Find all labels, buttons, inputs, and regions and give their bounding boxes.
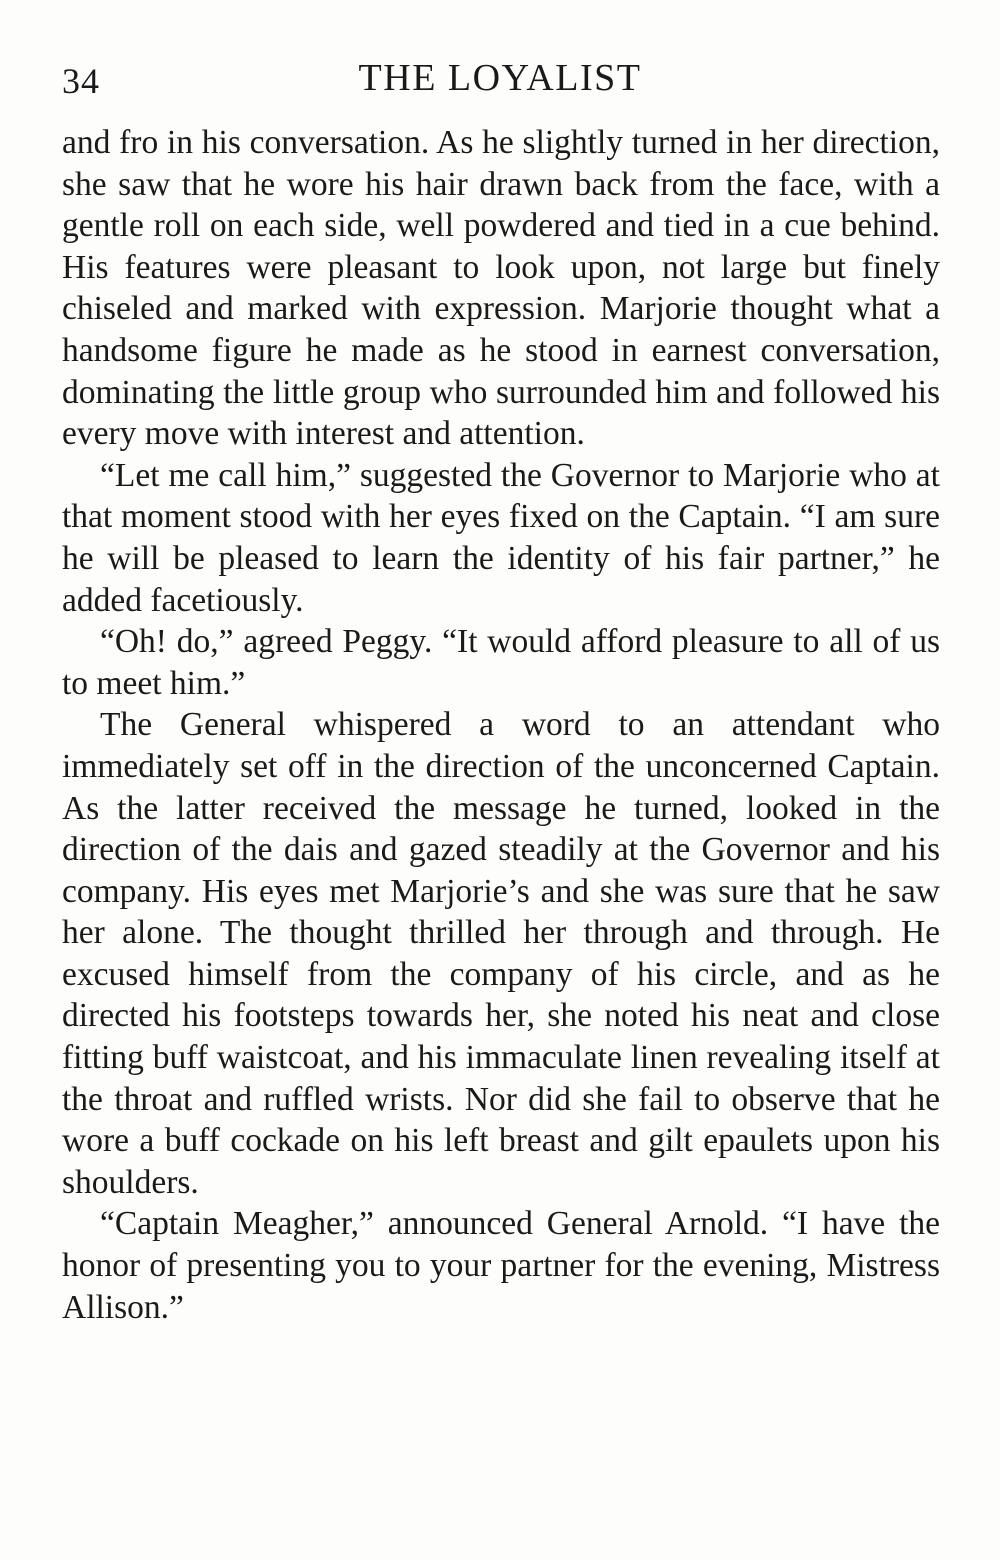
page-number: 34	[62, 61, 100, 101]
paragraph-continued: and fro in his conversation. As he slightly turned in her direction, she saw that he wore his hair drawn back from the face, with a gentle roll on each side, well powdered and tied in a cue behind. His features were pleasant to look upon, not large but finely chiseled and marked with expression. Marjorie thought what a handsome figure he made as he stood in earnest conversation, dominating the little group who surrounded him and followed his every move with interest and attention.	[62, 124, 940, 453]
body-text	[62, 122, 940, 1328]
paragraph: “Let me call him,” suggested the Governor to Marjorie who at that moment stood with her eyes fixed on the Captain. “I am sure he will be pleased to learn the identity of his fair partner,” he added facetiously.	[62, 456, 940, 619]
paragraph: “Oh! do,” agreed Peggy. “It would afford pleasure to all of us to meet him.”	[62, 623, 940, 702]
running-title: THE LOYALIST	[358, 57, 642, 99]
page-header	[62, 52, 938, 108]
paragraph: The General whispered a word to an attendant who immediately set off in the direction of the unconcerned Captain. As the latter received the message he turned, looked in the direction of the dais and gazed steadily at the Governor and his company. His eyes met Marjorie’s and she was sure that he saw her alone. The thought thrilled her through and through. He excused himself from the company of his circle, and as he directed his footsteps towards her, she noted his neat and close fitting buff waistcoat, and his immaculate linen revealing itself at the throat and ruffled wrists. Nor did she fail to observe that he wore a buff cockade on his left breast and gilt epaulets upon his shoulders.	[62, 706, 940, 1201]
paragraph: “Captain Meagher,” announced General Arnold. “I have the honor of presenting you to your partner for the evening, Mistress Allison.”	[62, 1205, 940, 1326]
